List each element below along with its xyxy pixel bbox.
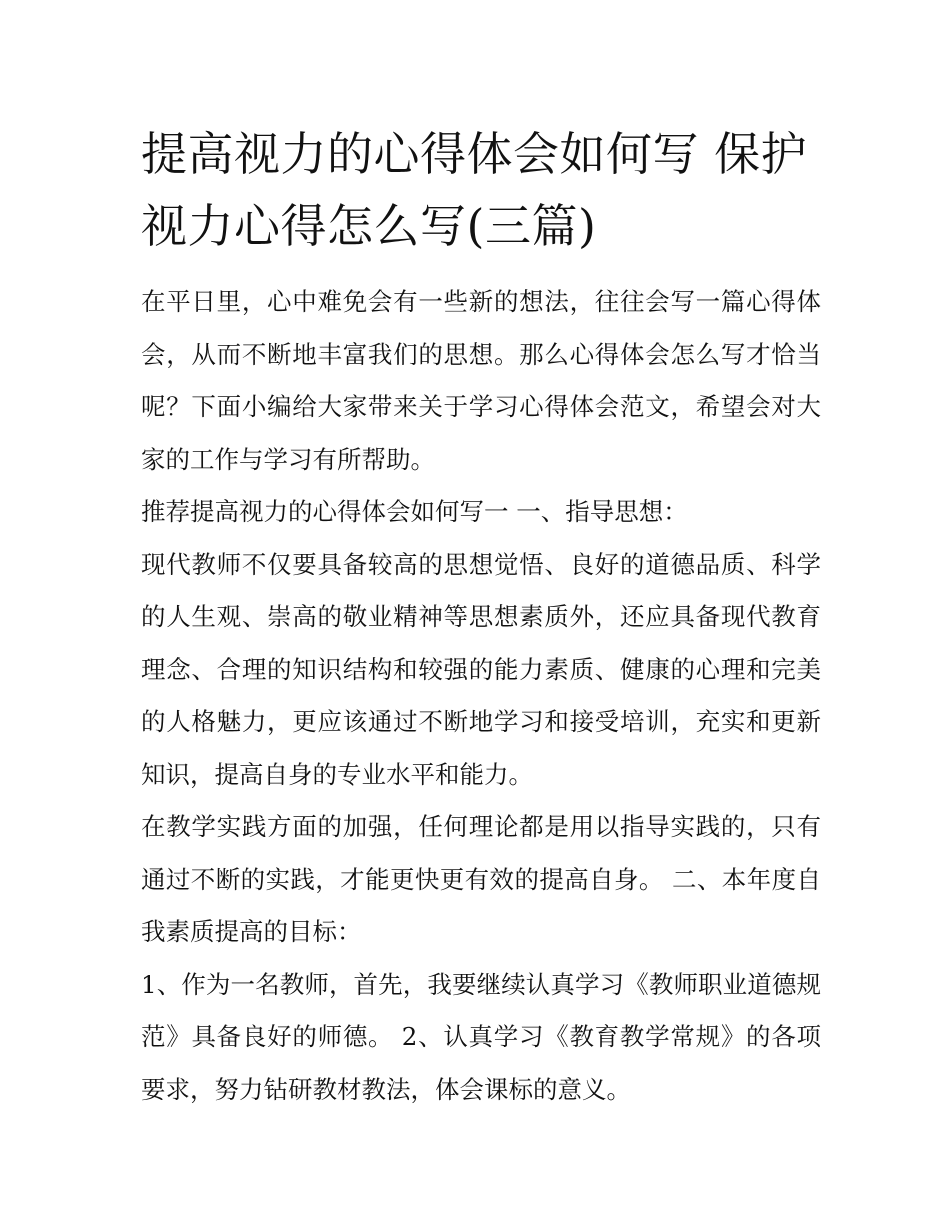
- paragraph-goals: 1、作为一名教师，首先，我要继续认真学习《教师职业道德规范》具备良好的师德。 2、认真学习《教育教学常规》的各项要求，努力钻研教材教法，体会课标的意义。: [141, 969, 821, 1104]
- paragraph-intro: 在平日里，心中难免会有一些新的想法，往往会写一篇心得体会，从而不断地丰富我们的思想。那么心得体会怎么写才恰当呢？下面小编给大家带来关于学习心得体会范文，希望会对大家的工作与学习有所帮助。: [141, 287, 821, 474]
- paragraph-teacher-quality: 现代教师不仅要具备较高的思想觉悟、良好的道德品质、科学的人生观、崇高的敬业精神等思想素质外，还应具备现代教育理念、合理的知识结构和较强的能力素质、健康的心理和完美的人格魅力，更应该通过不断地学习和接受培训，充实和更新知识，提高自身的专业水平和能力。: [141, 549, 821, 789]
- paragraph-practice: 在教学实践方面的加强，任何理论都是用以指导实践的，只有通过不断的实践，才能更快更有效的提高自身。 二、本年度自我素质提高的目标：: [141, 812, 821, 946]
- document-page: [141, 118, 821, 1116]
- paragraph-guiding-heading: 推荐提高视力的心得体会如何写一 一、指导思想：: [141, 497, 688, 526]
- document-title: 提高视力的心得体会如何写 保护视力心得怎么写(三篇): [141, 127, 808, 253]
- document-body: [141, 276, 821, 1116]
